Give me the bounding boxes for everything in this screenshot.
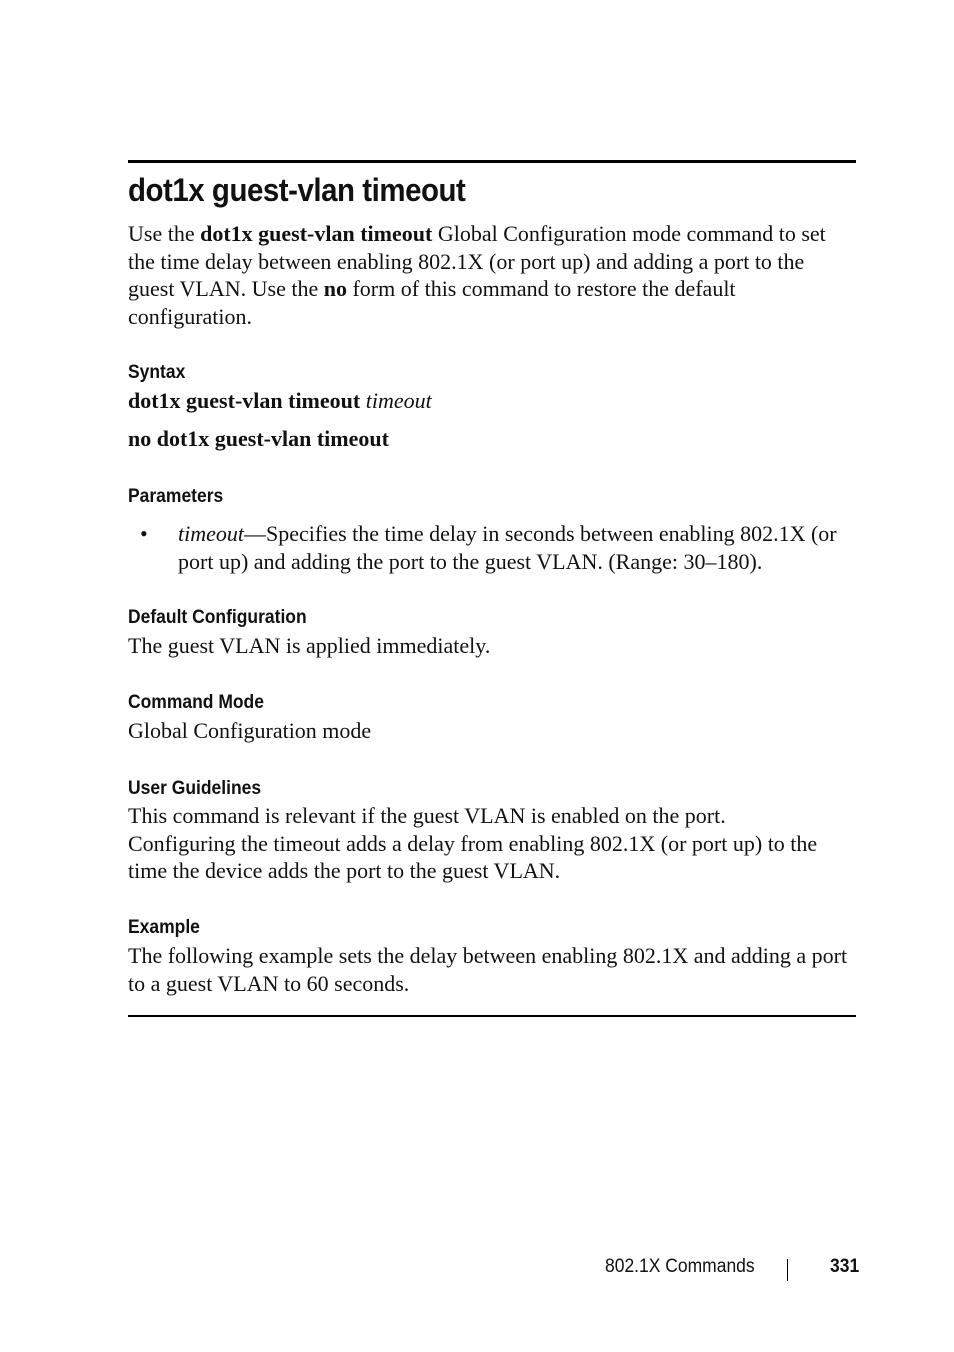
syntax-heading: Syntax (128, 362, 186, 383)
bottom-rule (128, 1015, 856, 1017)
intro-text-2: Global Configuration mode command to set the time delay between enabling 802.1X (or port up) and adding a port to the guest VLAN. Use the (128, 221, 826, 301)
default-configuration-text: The guest VLAN is applied immediately. (128, 633, 491, 658)
parameters-heading: Parameters (128, 486, 224, 507)
page-title: dot1x guest-vlan timeout (128, 172, 466, 208)
footer-separator (787, 1259, 788, 1281)
intro-paragraph (128, 220, 856, 330)
example-text: The following example sets the delay between enabling 802.1X and adding a port to a guest VLAN to 60 seconds. (128, 943, 848, 996)
user-guidelines-text: This command is relevant if the guest VLAN is enabled on the port. Configuring the timeout adds a delay from enabling 802.1X (or port up) to the time the device adds the port to the guest VLAN. (128, 803, 818, 883)
command-mode-text: Global Configuration mode (128, 718, 372, 743)
bullet-icon: • (140, 521, 148, 546)
syntax-command: dot1x guest-vlan timeout (128, 388, 361, 413)
intro-text-1: Use the (128, 221, 201, 246)
intro-text-3: form of this command to restore the default configuration. (128, 276, 736, 329)
parameter-description: —Specifies the time delay in seconds between enabling 802.1X (or port up) and adding the port to the guest VLAN. (Range: 30–180). (178, 521, 837, 574)
syntax-line-1 (128, 387, 856, 415)
intro-command: dot1x guest-vlan timeout (200, 221, 433, 246)
syntax-no-command: no dot1x guest-vlan timeout (128, 426, 389, 451)
default-configuration-heading: Default Configuration (128, 607, 307, 628)
example-heading: Example (128, 917, 200, 938)
footer-section-name: 802.1X Commands (605, 1256, 755, 1277)
user-guidelines-heading: User Guidelines (128, 778, 262, 799)
syntax-line-2 (128, 425, 856, 453)
syntax-param: timeout (365, 388, 432, 413)
page-number: 331 (830, 1256, 860, 1277)
intro-no-keyword: no (323, 276, 347, 301)
top-rule (128, 160, 856, 163)
parameter-name: timeout (178, 521, 244, 546)
parameter-text (178, 520, 858, 575)
command-mode-heading: Command Mode (128, 692, 264, 713)
